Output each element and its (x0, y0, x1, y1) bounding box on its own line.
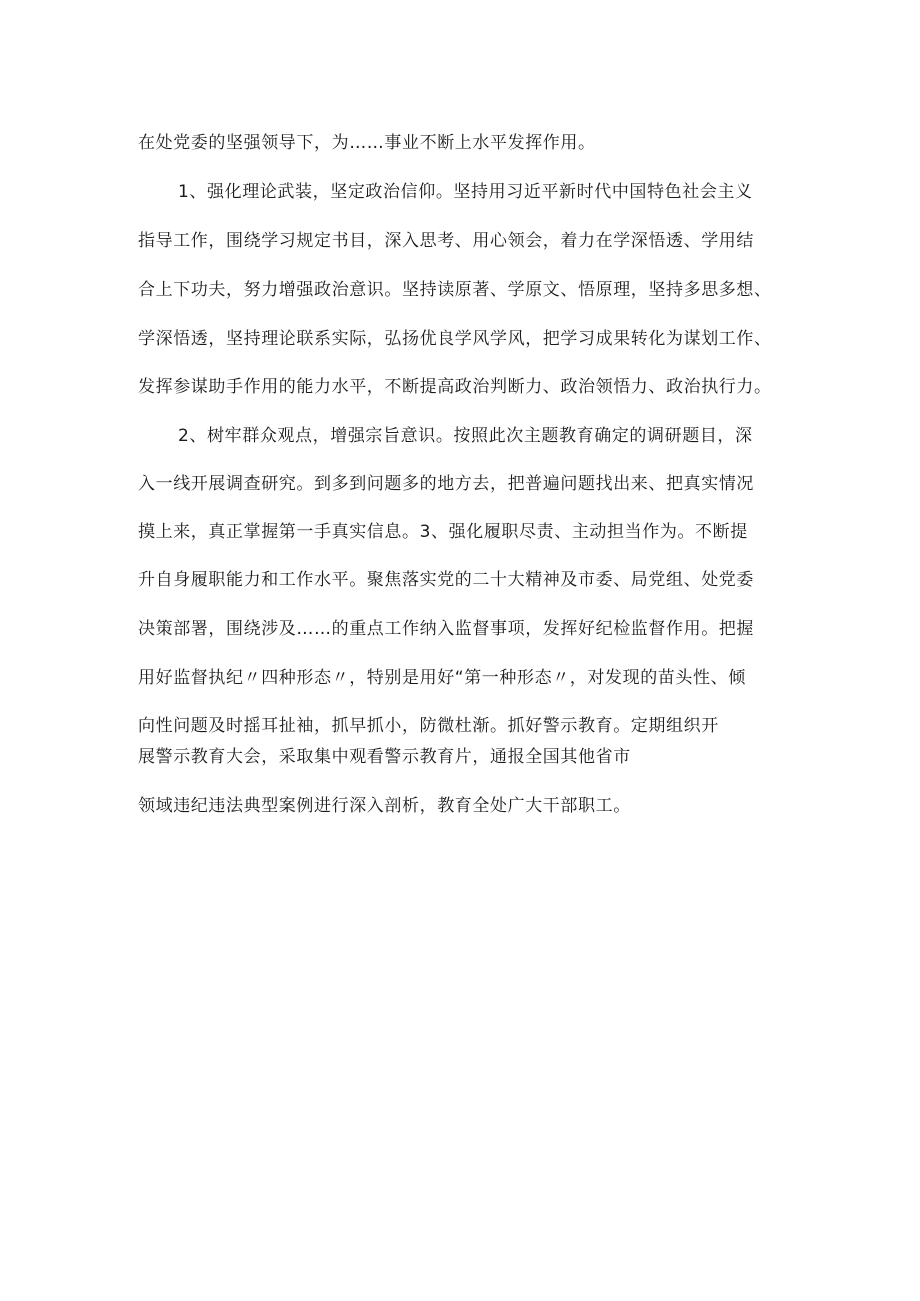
text-line-3: 指导工作，围绕学习规定书目，深入思考、用心领会，着力在学深悟透、学用结 (138, 231, 754, 251)
text-line-15: 领域违纪违法典型案例进行深入剖析，教育全处广大干部职工。 (138, 796, 631, 816)
text-line-13: 向性问题及时摇耳扯袖，抓早抓小，防微杜渐。抓好警示教育。定期组织开 (138, 716, 719, 736)
text-line-2: 1、强化理论武装，坚定政治信仰。坚持用习近平新时代中国特色社会主义 (178, 182, 753, 202)
text-line-10: 升自身履职能力和工作水平。聚焦落实党的二十大精神及市委、局党组、处党委 (138, 570, 754, 590)
text-line-11: 决策部署，围绕涉及……的重点工作纳入监督事项，发挥好纪检监督作用。把握 (138, 619, 754, 639)
text-line-12: 用好监督执纪〃四种形态〃，特别是用好“第一种形态〃，对发现的苗头性、倾 (138, 668, 746, 688)
text-line-4: 合上下功夫，努力增强政治意识。坚持读原著、学原文、悟原理，坚持多思多想、 (138, 280, 772, 300)
text-line-14: 展警示教育大会，采取集中观看警示教育片，通报全国其他省市 (138, 747, 631, 767)
text-line-6: 发挥参谋助手作用的能力水平，不断提高政治判断力、政治领悟力、政治执行力。 (138, 377, 772, 397)
text-line-1: 在处党委的坚强领导下，为……事业不断上水平发挥作用。 (138, 133, 596, 153)
text-line-5: 学深悟透，坚持理论联系实际，弘扬优良学风学风，把学习成果转化为谋划工作、 (138, 329, 772, 349)
text-line-7: 2、树牢群众观点，增强宗旨意识。按照此次主题教育确定的调研题目，深 (178, 426, 753, 446)
text-line-8: 入一线开展调查研究。到多到问题多的地方去，把普遍问题找出来、把真实情况 (138, 474, 754, 494)
text-line-9: 摸上来，真正掌握第一手真实信息。3、强化履职尽责、主动担当作为。不断提 (138, 522, 748, 542)
